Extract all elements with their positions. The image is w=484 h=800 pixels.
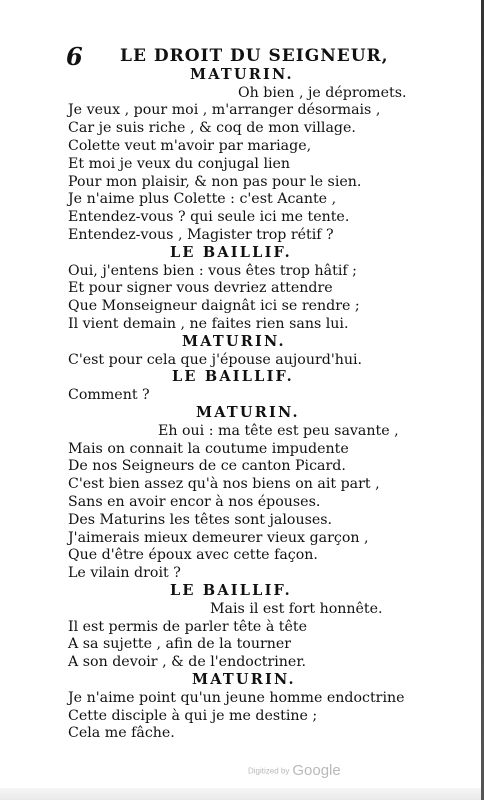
speaker-heading: MATURIN. [182, 333, 286, 350]
verse-line: Sans en avoir encor à nos épouses. [68, 494, 321, 510]
verse-line: Cette disciple à qui je me destine ; [68, 708, 318, 724]
speaker-heading: LE BAILLIF. [170, 582, 292, 599]
verse-line: Oh bien , je dépromets. [238, 85, 407, 101]
verse-line: Entendez-vous , Magister trop rétif ? [68, 227, 334, 243]
verse-line: Pour mon plaisir, & non pas pour le sien. [68, 174, 362, 190]
verse-line: C'est bien assez qu'à nos biens on ait part , [68, 476, 380, 492]
verse-line: Le vilain droit ? [68, 565, 181, 581]
speaker-heading: LE BAILLIF. [172, 368, 294, 385]
verse-line: Car je suis riche , & coq de mon village. [68, 120, 356, 136]
verse-line: Que d'être époux avec cette façon. [68, 547, 318, 563]
page-number: 6 [66, 42, 83, 71]
verse-line: Je n'aime point qu'un jeune homme endoctrine [68, 690, 405, 706]
verse-line: Entendez-vous ? qui seule ici me tente. [68, 209, 350, 225]
verse-line: Mais on connait la coutume impudente [68, 441, 349, 457]
verse-line: Que Monseigneur daignât ici se rendre ; [68, 298, 360, 314]
verse-line: J'aimerais mieux demeurer vieux garçon , [68, 530, 369, 546]
page-bottom-edge [0, 788, 484, 800]
verse-line: Colette veut m'avoir par mariage, [68, 138, 312, 154]
verse-line: Mais il est fort honnête. [210, 601, 383, 617]
verse-line: Comment ? [68, 387, 150, 403]
running-title: LE DROIT DU SEIGNEUR, [120, 46, 389, 66]
verse-line: A sa sujette , afin de la tourner [68, 636, 292, 652]
watermark-prefix: Digitized by [248, 766, 290, 776]
verse-line: Oui, j'entens bien : vous êtes trop hâtif ; [68, 263, 357, 279]
verse-line: Il vient demain , ne faites rien sans lui. [68, 316, 349, 332]
verse-line: Il est permis de parler tête à tête [68, 619, 307, 635]
speaker-heading: MATURIN. [196, 404, 300, 421]
verse-line: Je n'aime plus Colette : c'est Acante , [68, 191, 337, 207]
verse-line: De nos Seigneurs de ce canton Picard. [68, 458, 346, 474]
verse-line: Et moi je veux du conjugal lien [68, 156, 291, 172]
watermark-brand: Google [292, 762, 341, 780]
speaker-heading: MATURIN. [190, 66, 294, 83]
verse-line: Et pour signer vous devriez attendre [68, 280, 333, 296]
verse-line: A son devoir , & de l'endoctriner. [68, 654, 307, 670]
speaker-heading: LE BAILLIF. [170, 244, 292, 261]
verse-line: Cela me fâche. [68, 725, 175, 741]
speaker-heading: MATURIN. [192, 671, 296, 688]
verse-line: Eh oui : ma tête est peu savante , [158, 423, 399, 439]
verse-line: C'est pour cela que j'épouse aujourd'hui. [68, 352, 363, 368]
verse-line: Des Maturins les têtes sont jalouses. [68, 512, 333, 528]
verse-line: Je veux , pour moi , m'arranger désormais , [68, 102, 381, 118]
digitization-watermark [248, 762, 341, 780]
